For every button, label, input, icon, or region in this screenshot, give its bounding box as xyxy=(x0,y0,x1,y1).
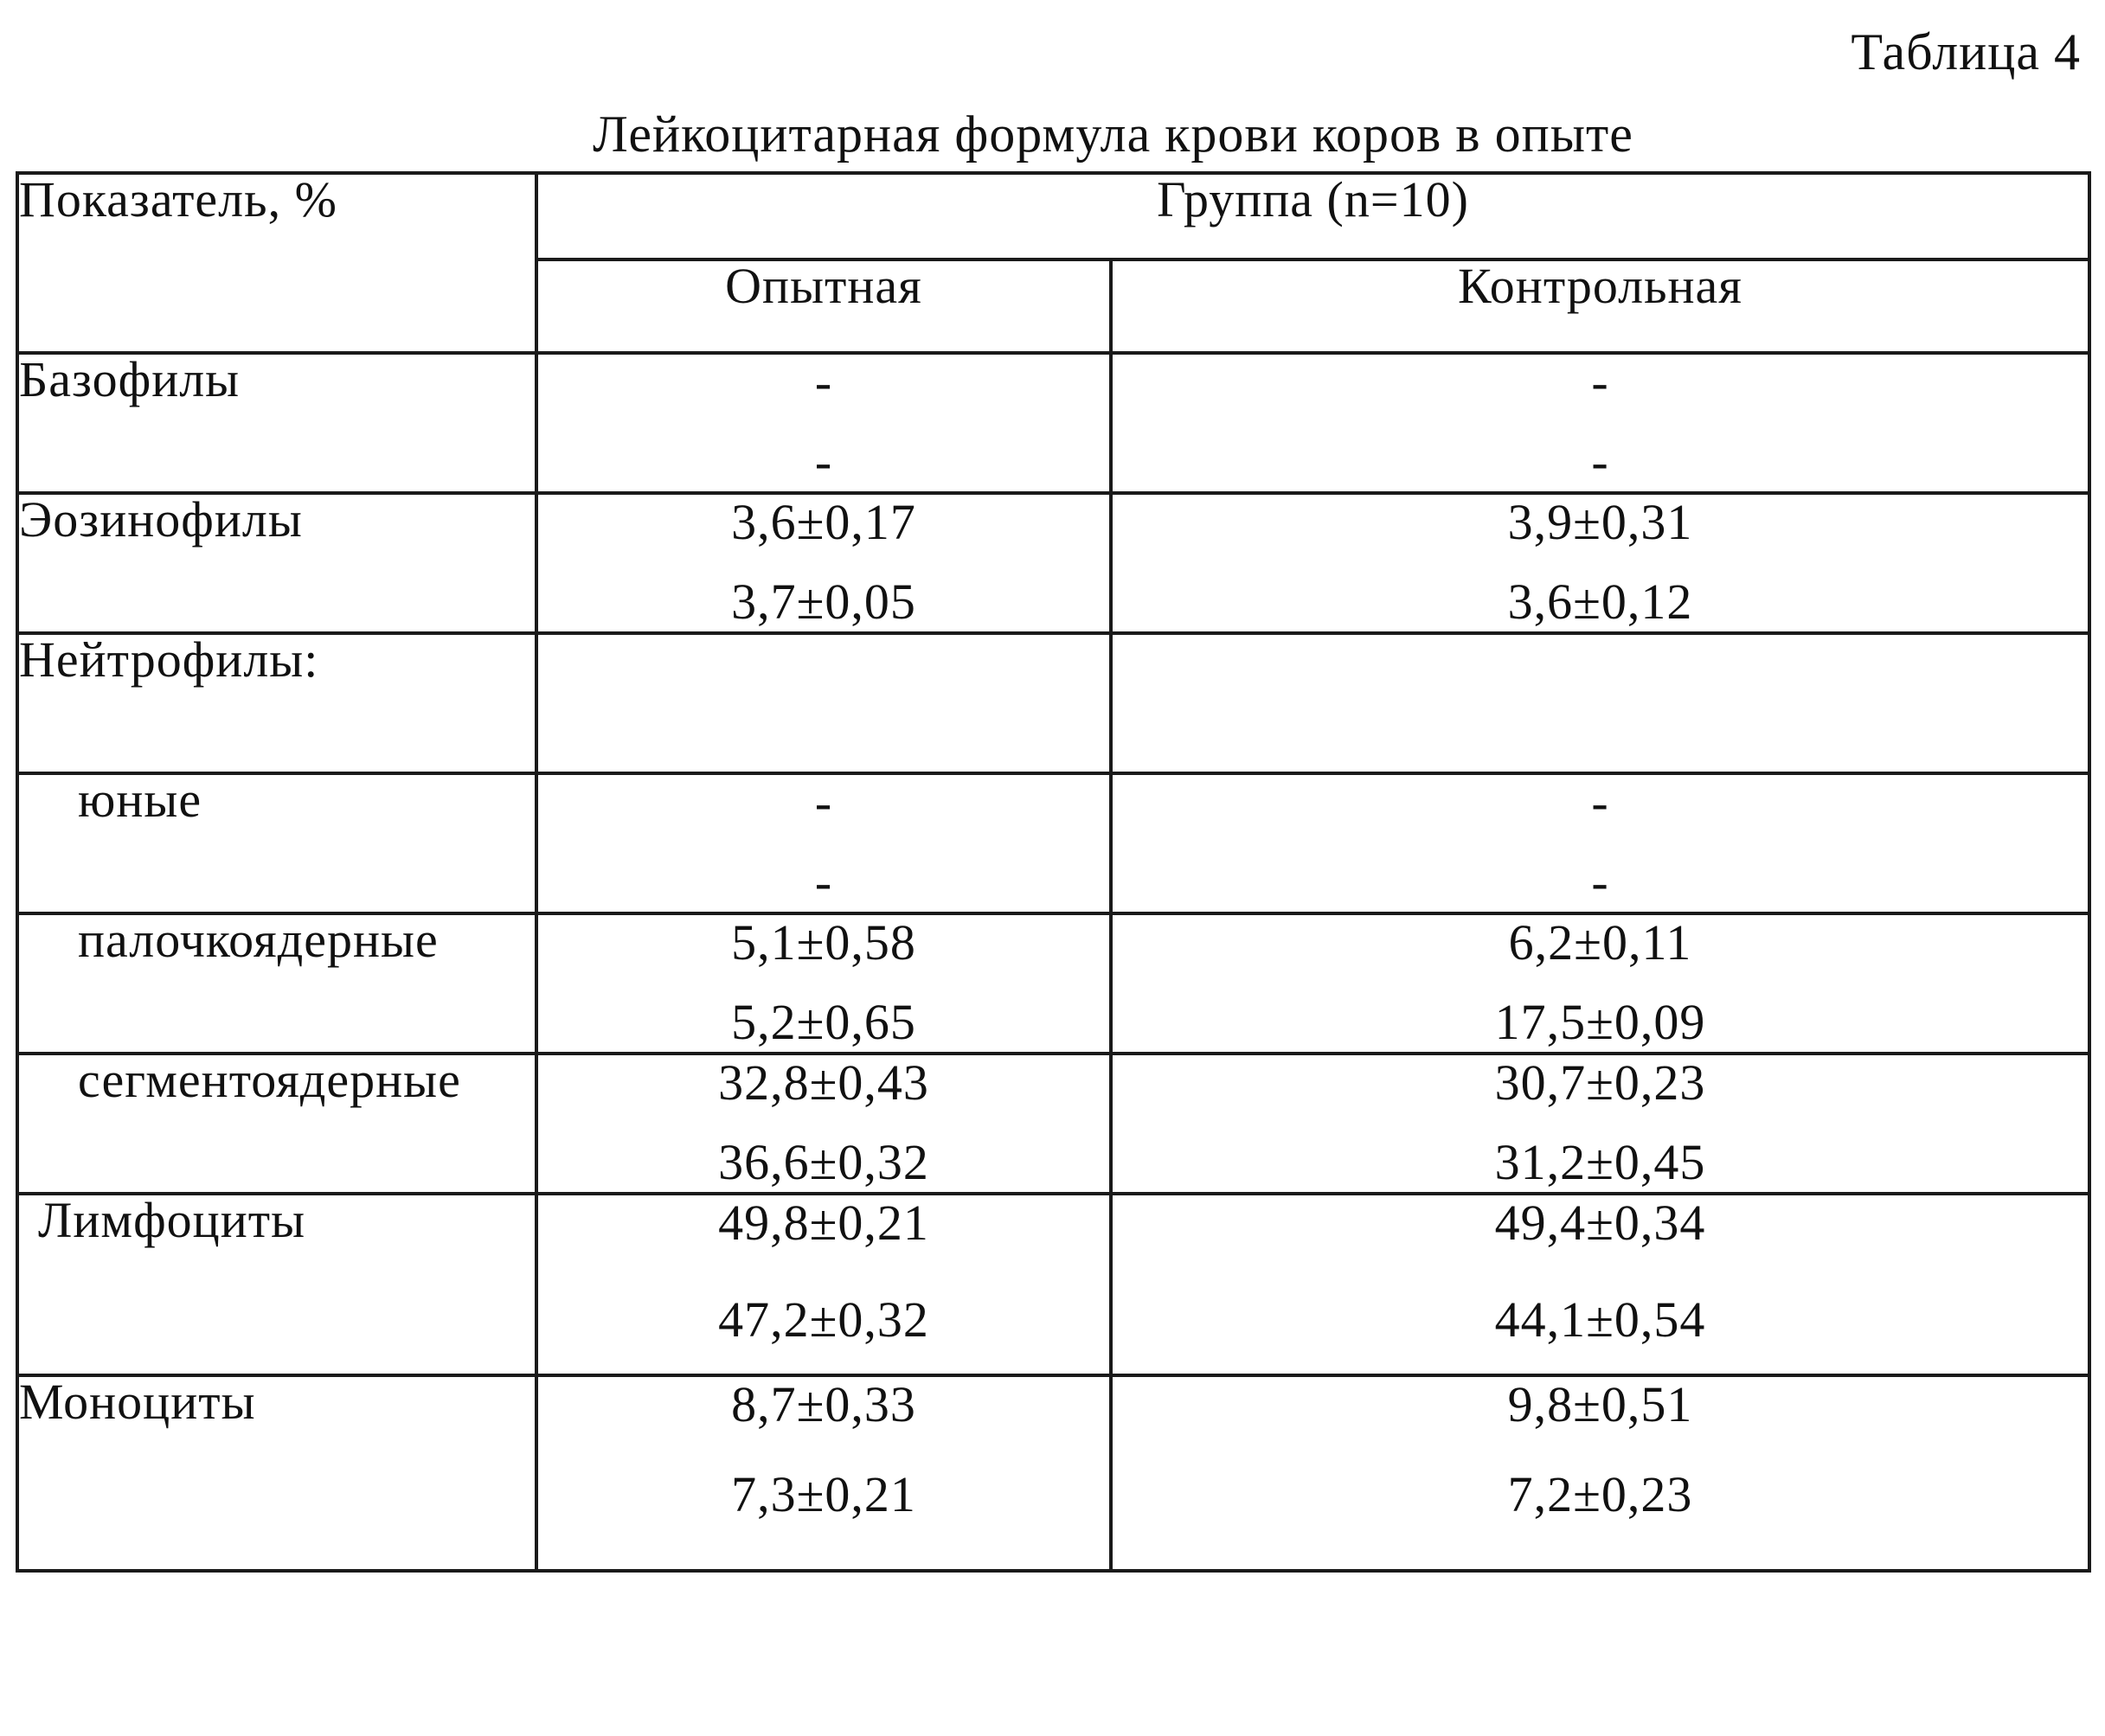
experimental-values xyxy=(536,1054,1111,1194)
control-values xyxy=(1111,1375,2089,1571)
value-cell: 5,1±0,58 xyxy=(731,914,916,970)
experimental-values xyxy=(536,913,1111,1054)
value-cell: 3,9±0,31 xyxy=(1507,494,1693,550)
control-values xyxy=(1111,493,2089,633)
value-cell: 7,2±0,23 xyxy=(1507,1466,1693,1522)
value-cell: 3,6±0,12 xyxy=(1507,573,1693,630)
value-cell: 32,8±0,43 xyxy=(718,1054,929,1111)
row-label: юные xyxy=(17,773,536,913)
table-row xyxy=(17,1194,2089,1375)
value-cell xyxy=(1113,635,2088,690)
value-cell: - xyxy=(1591,854,1609,910)
value-cell: - xyxy=(1591,354,1609,410)
control-values xyxy=(1111,353,2089,493)
value-cell: 31,2±0,45 xyxy=(1494,1134,1706,1190)
table-number: Таблица 4 xyxy=(1851,23,2081,80)
table-row xyxy=(17,913,2089,1054)
value-cell: 3,6±0,17 xyxy=(731,494,916,550)
control-values xyxy=(1111,1194,2089,1375)
row-label: Базофилы xyxy=(17,353,536,493)
value-cell: 49,8±0,21 xyxy=(718,1195,929,1251)
value-cell: 47,2±0,32 xyxy=(718,1291,929,1348)
row-label: Нейтрофилы: xyxy=(17,633,536,773)
value-cell: 44,1±0,54 xyxy=(1494,1291,1706,1348)
control-values xyxy=(1111,913,2089,1054)
row-label: Моноциты xyxy=(17,1375,536,1571)
value-cell xyxy=(1113,714,2088,770)
value-cell: 9,8±0,51 xyxy=(1507,1376,1693,1432)
row-label: Эозинофилы xyxy=(17,493,536,633)
value-cell xyxy=(538,714,1109,770)
value-cell: 49,4±0,34 xyxy=(1494,1195,1706,1251)
value-cell: 3,7±0,05 xyxy=(731,573,916,630)
value-cell: 7,3±0,21 xyxy=(731,1466,916,1522)
value-cell: - xyxy=(814,854,833,910)
control-values xyxy=(1111,1054,2089,1194)
table-row xyxy=(17,773,2089,913)
table-row xyxy=(17,493,2089,633)
value-cell: - xyxy=(1591,774,1609,830)
table-row xyxy=(17,353,2089,493)
experimental-values xyxy=(536,353,1111,493)
value-cell: 36,6±0,32 xyxy=(718,1134,929,1190)
header-experimental: Опытная xyxy=(536,259,1111,353)
value-cell: 5,2±0,65 xyxy=(731,994,916,1050)
value-cell: - xyxy=(814,354,833,410)
experimental-values xyxy=(536,633,1111,773)
leukocyte-table xyxy=(16,171,2091,1573)
experimental-values xyxy=(536,773,1111,913)
row-label: палочкоядерные xyxy=(17,913,536,1054)
value-cell: - xyxy=(814,433,833,490)
header-group: Группа (n=10) xyxy=(536,173,2089,259)
value-cell: 17,5±0,09 xyxy=(1494,994,1706,1050)
experimental-values xyxy=(536,1194,1111,1375)
header-control: Контрольная xyxy=(1111,259,2089,353)
value-cell: - xyxy=(814,774,833,830)
row-label: Лимфоциты xyxy=(17,1194,536,1375)
value-cell: 30,7±0,23 xyxy=(1494,1054,1706,1111)
table-row xyxy=(17,1054,2089,1194)
control-values xyxy=(1111,773,2089,913)
value-cell: - xyxy=(1591,433,1609,490)
table-title: Лейкоцитарная формула крови коров в опыте xyxy=(593,106,1633,163)
control-values xyxy=(1111,633,2089,773)
row-label: сегментоядерные xyxy=(17,1054,536,1194)
header-indicator: Показатель, % xyxy=(17,173,536,353)
experimental-values xyxy=(536,1375,1111,1571)
value-cell: 6,2±0,11 xyxy=(1508,914,1692,970)
experimental-values xyxy=(536,493,1111,633)
value-cell xyxy=(538,635,1109,690)
table-row xyxy=(17,1375,2089,1571)
value-cell: 8,7±0,33 xyxy=(731,1376,916,1432)
table-row xyxy=(17,633,2089,773)
